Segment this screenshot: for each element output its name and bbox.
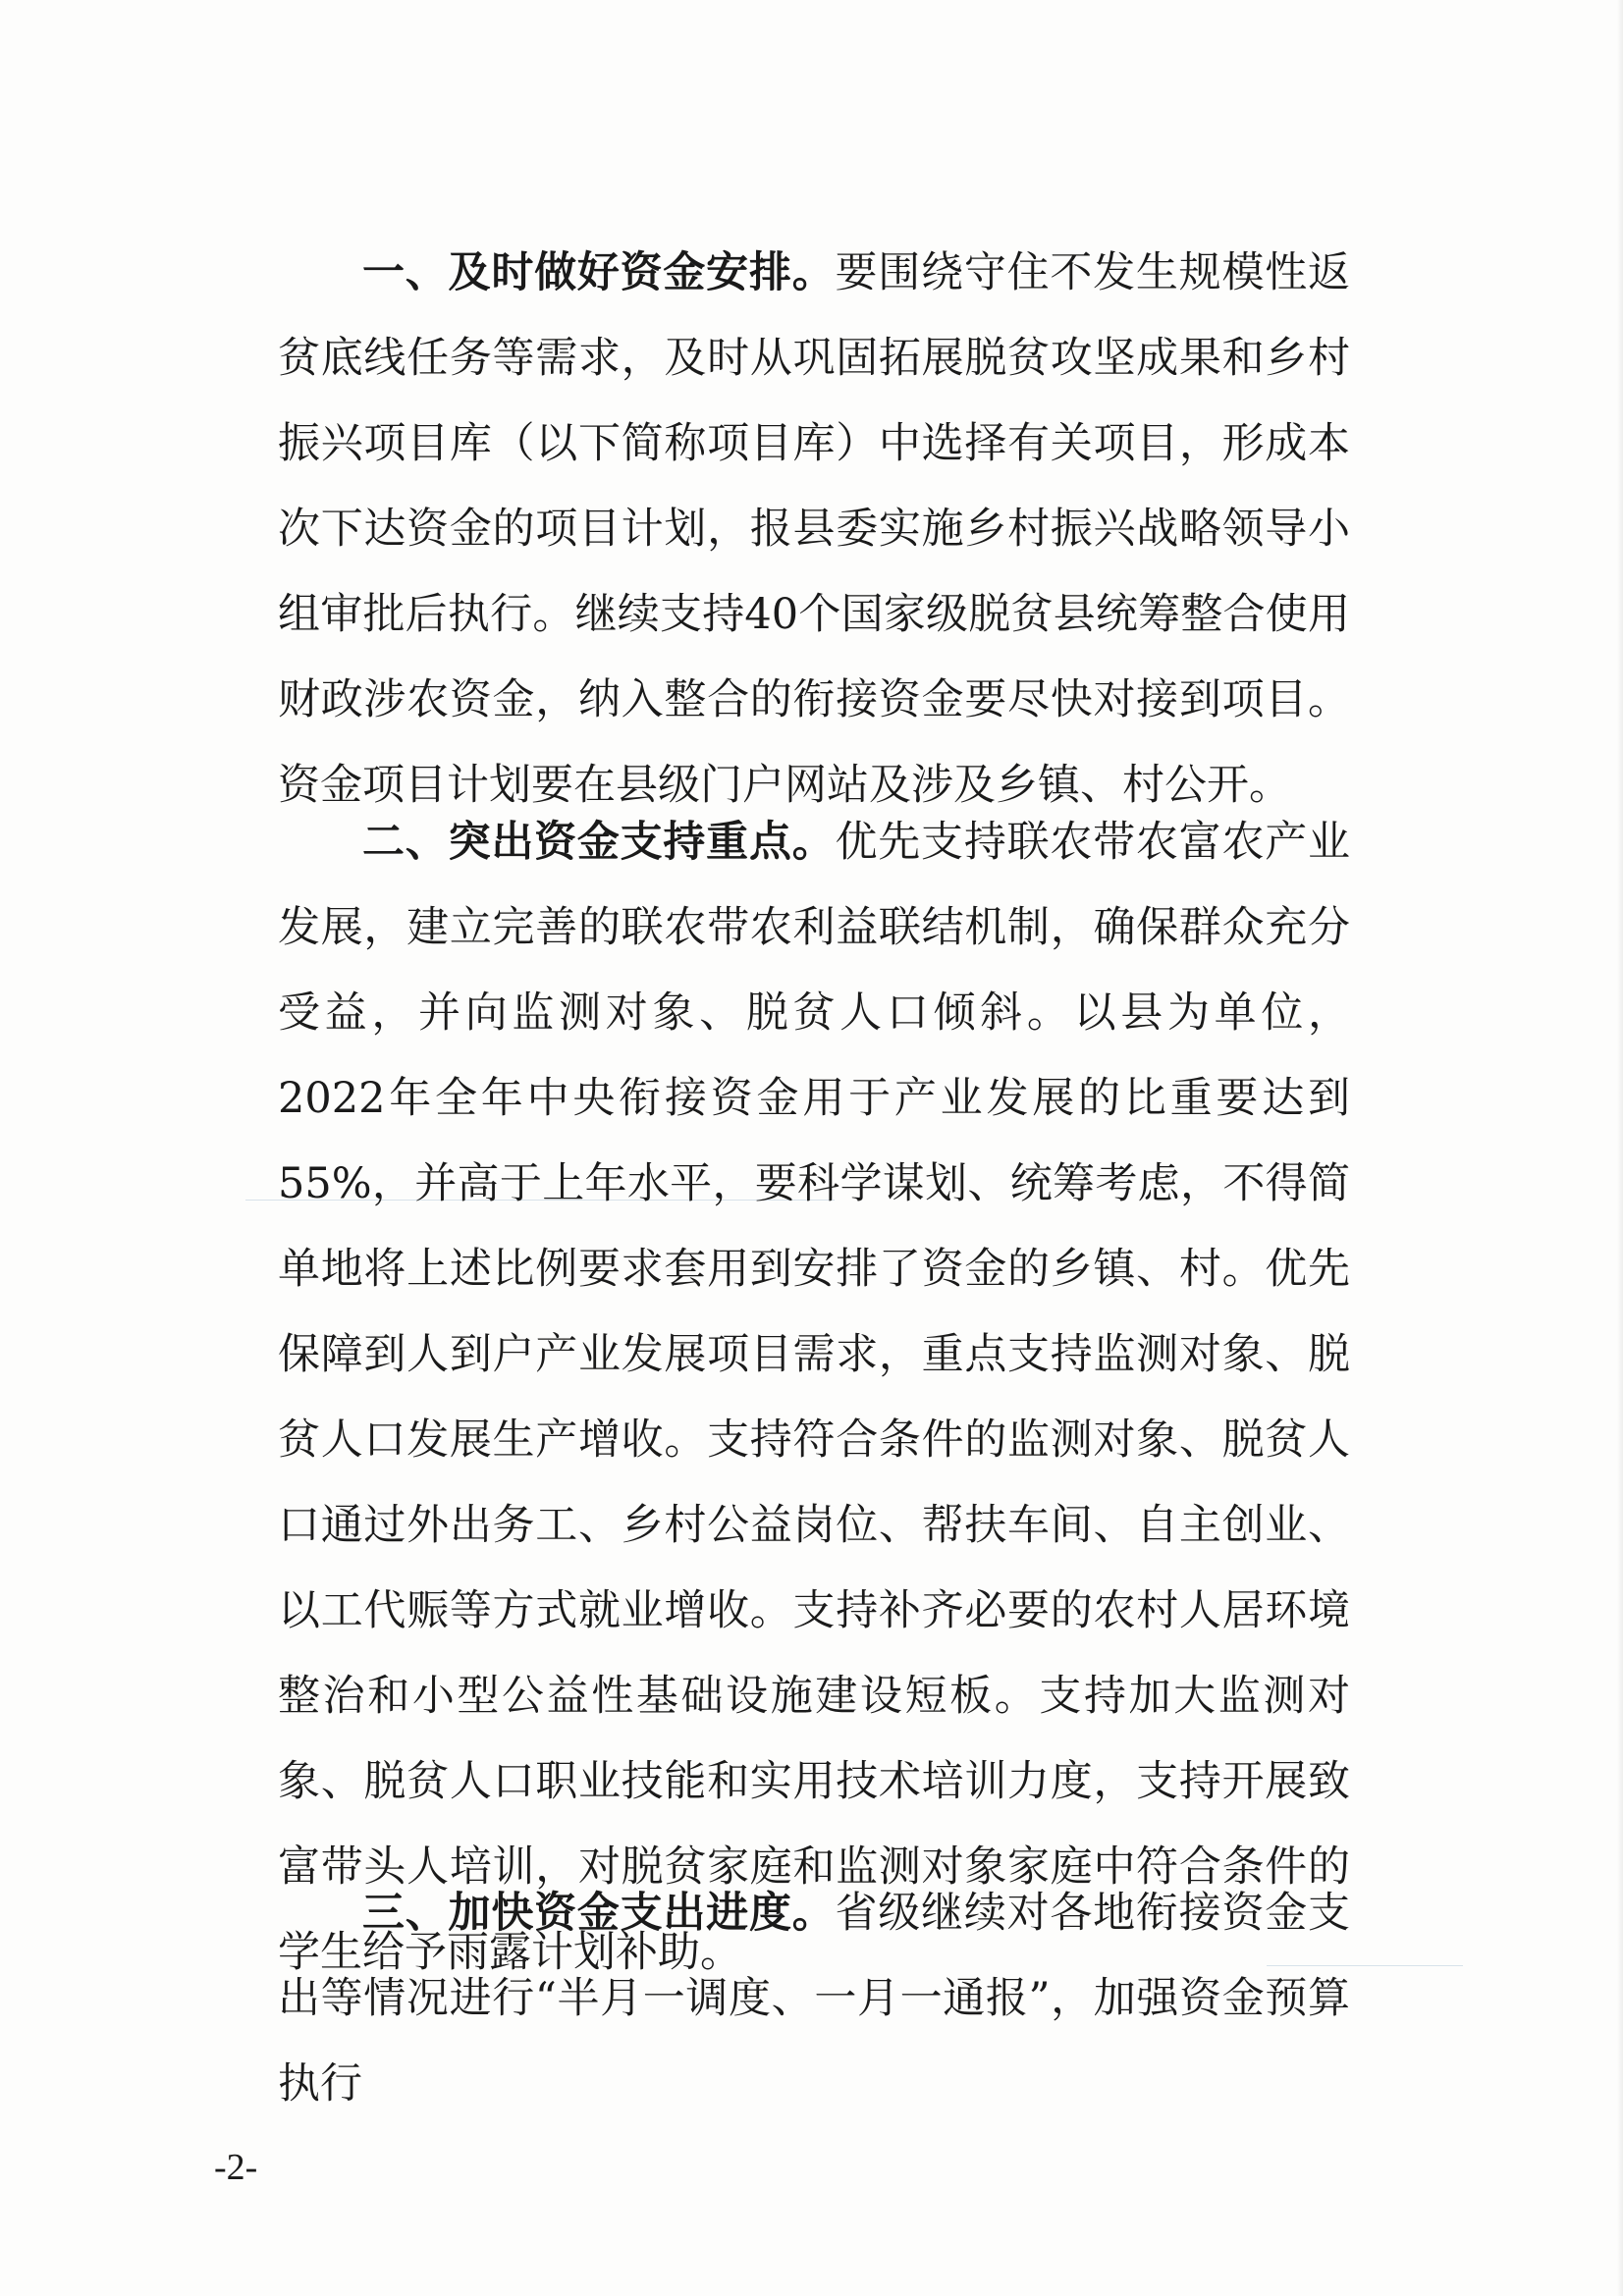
section-2-block [278, 800, 1350, 1996]
section-1-block [278, 231, 1350, 828]
page-edge-shadow [1617, 0, 1623, 2296]
page-number: -2- [214, 2147, 258, 2188]
section-3-heading: 三、加快资金支出进度。 [362, 1889, 836, 1938]
section-1-body: 要围绕守住不发生规模性返贫底线任务等需求，及时从巩固拓展脱贫攻坚成果和乡村振兴项目库（以下简称项目库）中选择有关项目，形成本次下达资金的项目计划，报县委实施乡村振兴战略领导小组审批后执行。继续支持40个国家级脱贫县统筹整合使用财政涉农资金，纳入整合的衔接资金要尽快对接到项目。资金项目计划要在县级门户网站及涉及乡镇、村公开。 [278, 248, 1350, 810]
section-3-paragraph [278, 1871, 1350, 2127]
section-2-paragraph [278, 800, 1350, 1996]
section-3-block [278, 1871, 1350, 2127]
section-2-body: 优先支持联农带农富农产业发展，建立完善的联农带农利益联结机制，确保群众充分受益，并向监测对象、脱贫人口倾斜。以县为单位，2022年全年中央衔接资金用于产业发展的比重要达到55%，并高于上年水平，要科学谋划、统筹考虑，不得简单地将上述比例要求套用到安排了资金的乡镇、村。优先保障到人到户产业发展项目需求，重点支持监测对象、脱贫人口发展生产增收。支持符合条件的监测对象、脱贫人口通过外出务工、乡村公益岗位、帮扶车间、自主创业、以工代赈等方式就业增收。支持补齐必要的农村人居环境整治和小型公益性基础设施建设短板。支持加大监测对象、脱贫人口职业技能和实用技术培训力度，支持开展致富带头人培训，对脱贫家庭和监测对象家庭中符合条件的学生给予雨露计划补助。 [278, 818, 1350, 1977]
section-1-heading: 一、及时做好资金安排。 [362, 248, 836, 297]
section-3-body: 省级继续对各地衔接资金支出等情况进行“半月一调度、一月一通报”，加强资金预算执行 [278, 1889, 1350, 2109]
section-2-heading: 二、突出资金支持重点。 [362, 818, 836, 867]
section-1-paragraph [278, 231, 1350, 828]
